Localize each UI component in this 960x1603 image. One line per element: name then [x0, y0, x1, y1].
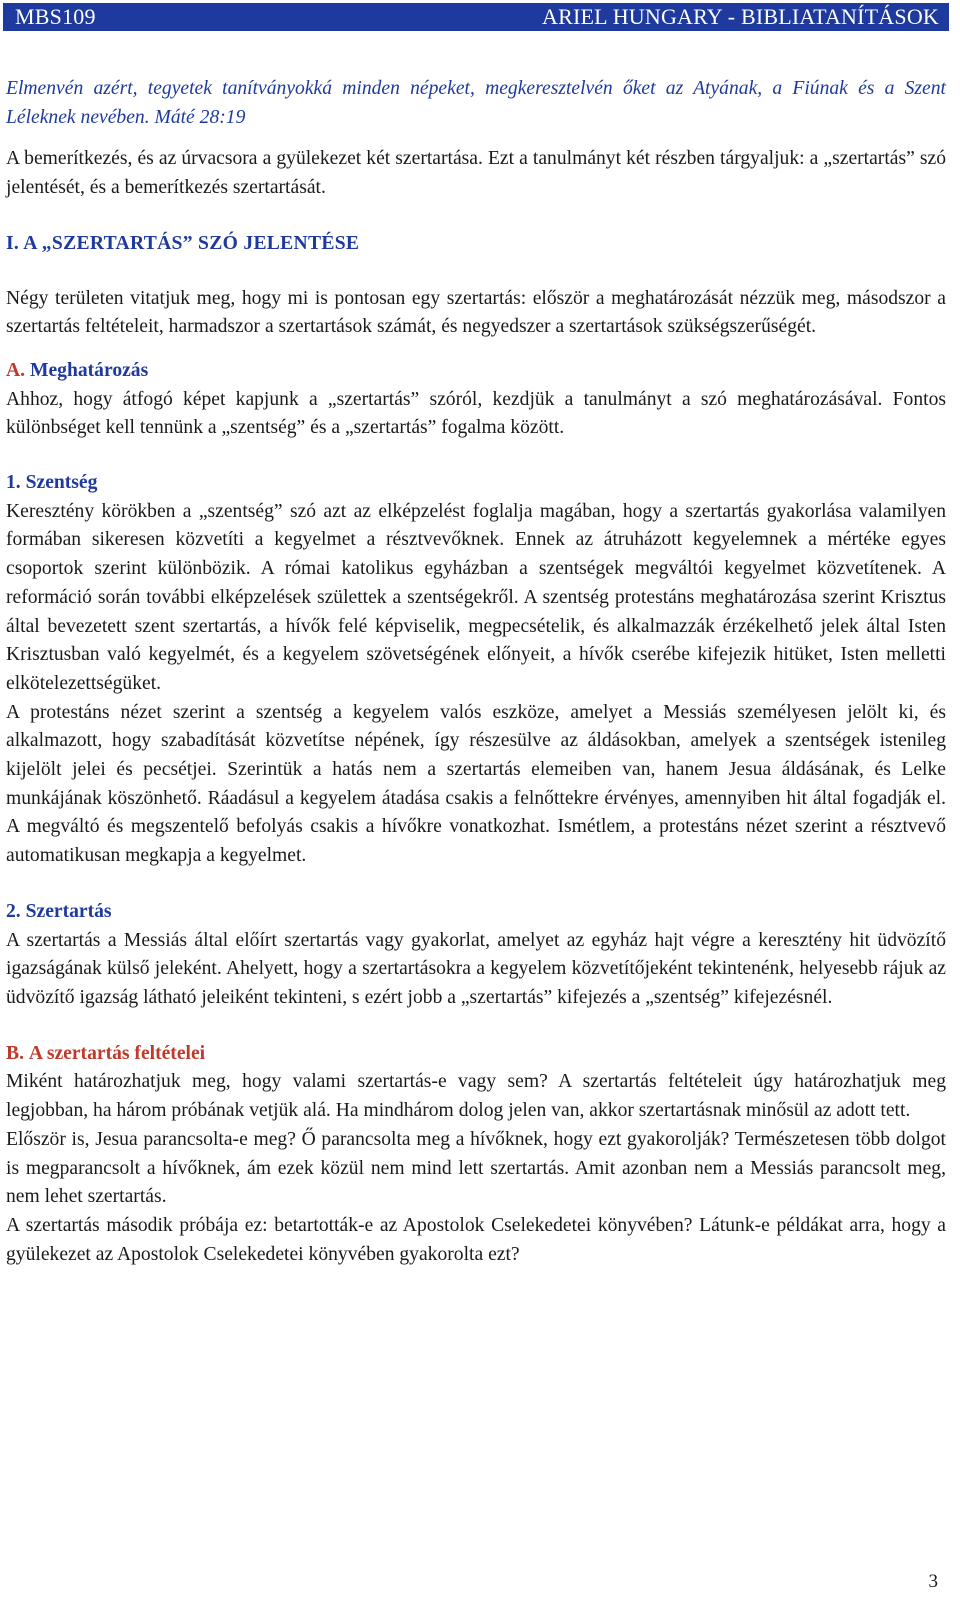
header-doc-code: MBS109 — [15, 4, 96, 29]
section1-intro-paragraph: Négy területen vitatjuk meg, hogy mi is pontosan egy szertartás: először a meghatározását nézzük meg, másodszor a szertartás feltételeit, harmadszor a szertartások számát, és negyedszer a szertartások szükségszerűségét. — [6, 287, 946, 338]
page-number: 3 — [928, 1571, 938, 1592]
subsection-a-heading — [6, 357, 946, 386]
point-1-heading: 1. Szentség — [6, 472, 98, 494]
subsection-a-prefix: A. — [6, 359, 26, 381]
point-2-heading: 2. Szertartás — [6, 900, 112, 922]
subsection-b-paragraph-2: Először is, Jesua parancsolta-e meg? Ő parancsolta meg a hívőknek, hogy ezt gyakorolják? Természetesen több dolgot is megparancsolt a hívőknek, ám ezek közül nem mind lett szertartás. Amit azonban nem a Messiás parancsolt meg, nem lehet szertartás. — [6, 1128, 946, 1208]
section-heading-1: I. A „SZERTARTÁS” SZÓ JELENTÉSE — [6, 232, 360, 254]
subsection-b-title: A szertartás feltételei — [28, 1042, 206, 1064]
point-1-paragraph-2: A protestáns nézet szerint a szentség a kegyelem valós eszköze, amelyet a Messiás személyesen jelölt ki, és alkalmazott, hogy szabadítását közvetítse népének, így részesülve az áldásokban, amelyek a szentségek istenileg kijelölt jelei és pecsétjei. Szerintük a hatás nem a szertartás elemeiben van, hanem Jesua áldásának, és Lelke munkájának köszönhető. Ráadásul a kegyelem átadása csakis a felnőttekre érvényes, amennyiben hit által fogadják el. A megváltó és megszentelő befolyás csakis a hívőkre vonatkozhat. Ismétlem, a protestáns nézet szerint a résztvevő automatikusan megkapja a kegyelmet. — [6, 701, 946, 867]
header-title: ARIEL HUNGARY - BIBLIATANÍTÁSOK — [542, 4, 939, 29]
subsection-b-paragraph-1: Miként határozhatjuk meg, hogy valami szertartás-e vagy sem? A szertartás feltételeit úgy határozhatjuk meg legjobban, ha három próbának vetjük alá. Ha mindhárom dolog jelen van, akkor szertartásnak minősül az adott tett. — [6, 1071, 946, 1122]
subsection-b-prefix: B. — [6, 1042, 24, 1064]
point-1-paragraph-1: Keresztény körökben a „szentség” szó azt az elképzelést foglalja magában, hogy a szertartás gyakorlása valamilyen formában sikeresen közvetíti a kegyelmet a résztvevőknek. Ennek az átruházott kegyelemnek a mértéke egyes csoportok szerint különbözik. A római katolikus egyházban a szentségek megváltói kegyelmet közvetítenek. A reformáció során további elképzelések születtek a szentségekről. A szentség protestáns meghatározása szerint Krisztus által bevezetett szent szertartás, a hívők felé képviselik, megpecsételik, és alkalmazzák érzékelhető jelek által Isten Krisztusban való kegyelmét, és a kegyelem szövetségének előnyeit, a hívők cserébe kifejezik hitüket, Isten melletti elkötelezettségüket. — [6, 500, 946, 694]
subsection-b-paragraph-3: A szertartás második próbája ez: betartották-e az Apostolok Cselekedetei könyvében? Látunk-e példákat arra, hogy a gyülekezet az Apostolok Cselekedetei könyvében gyakorolta ezt? — [6, 1214, 946, 1265]
subsection-a-title: Meghatározás — [29, 359, 149, 381]
point-2-paragraph-1: A szertartás a Messiás által előírt szertartás vagy gyakorlat, amelyet az egyház hajt végre a keresztény hit üdvözítő igazságának külső jeleként. Ahelyett, hogy a szertartásokra a kegyelem közvetítőjeként tekintenénk, helyesebb rájuk az üdvözítő igazság látható jeleiként tekinteni, s ezért jobb a „szertartás” kifejezés a „szentség” kifejezésnél. — [6, 929, 946, 1008]
document-body — [6, 60, 946, 1269]
subsection-b-heading — [6, 1040, 946, 1069]
intro-paragraph: A bemerítkezés, és az úrvacsora a gyülekezet két szertartása. Ezt a tanulmányt két részben tárgyaljuk: a „szertartás” szó jelentését, és a bemerítkezés szertartását. — [6, 148, 946, 199]
bible-quote: Elmenvén azért, tegyetek tanítványokká minden népeket, megkeresztelvén őket az Atyának, a Fiúnak és a Szent Léleknek nevében. Máté 28:19 — [6, 78, 946, 128]
page-header — [3, 3, 949, 31]
subsection-a-paragraph: Ahhoz, hogy átfogó képet kapjunk a „szertartás” szóról, kezdjük a tanulmányt a szó meghatározásával. Fontos különbséget kell tennünk a „szentség” és a „szertartás” fogalma között. — [6, 388, 946, 439]
